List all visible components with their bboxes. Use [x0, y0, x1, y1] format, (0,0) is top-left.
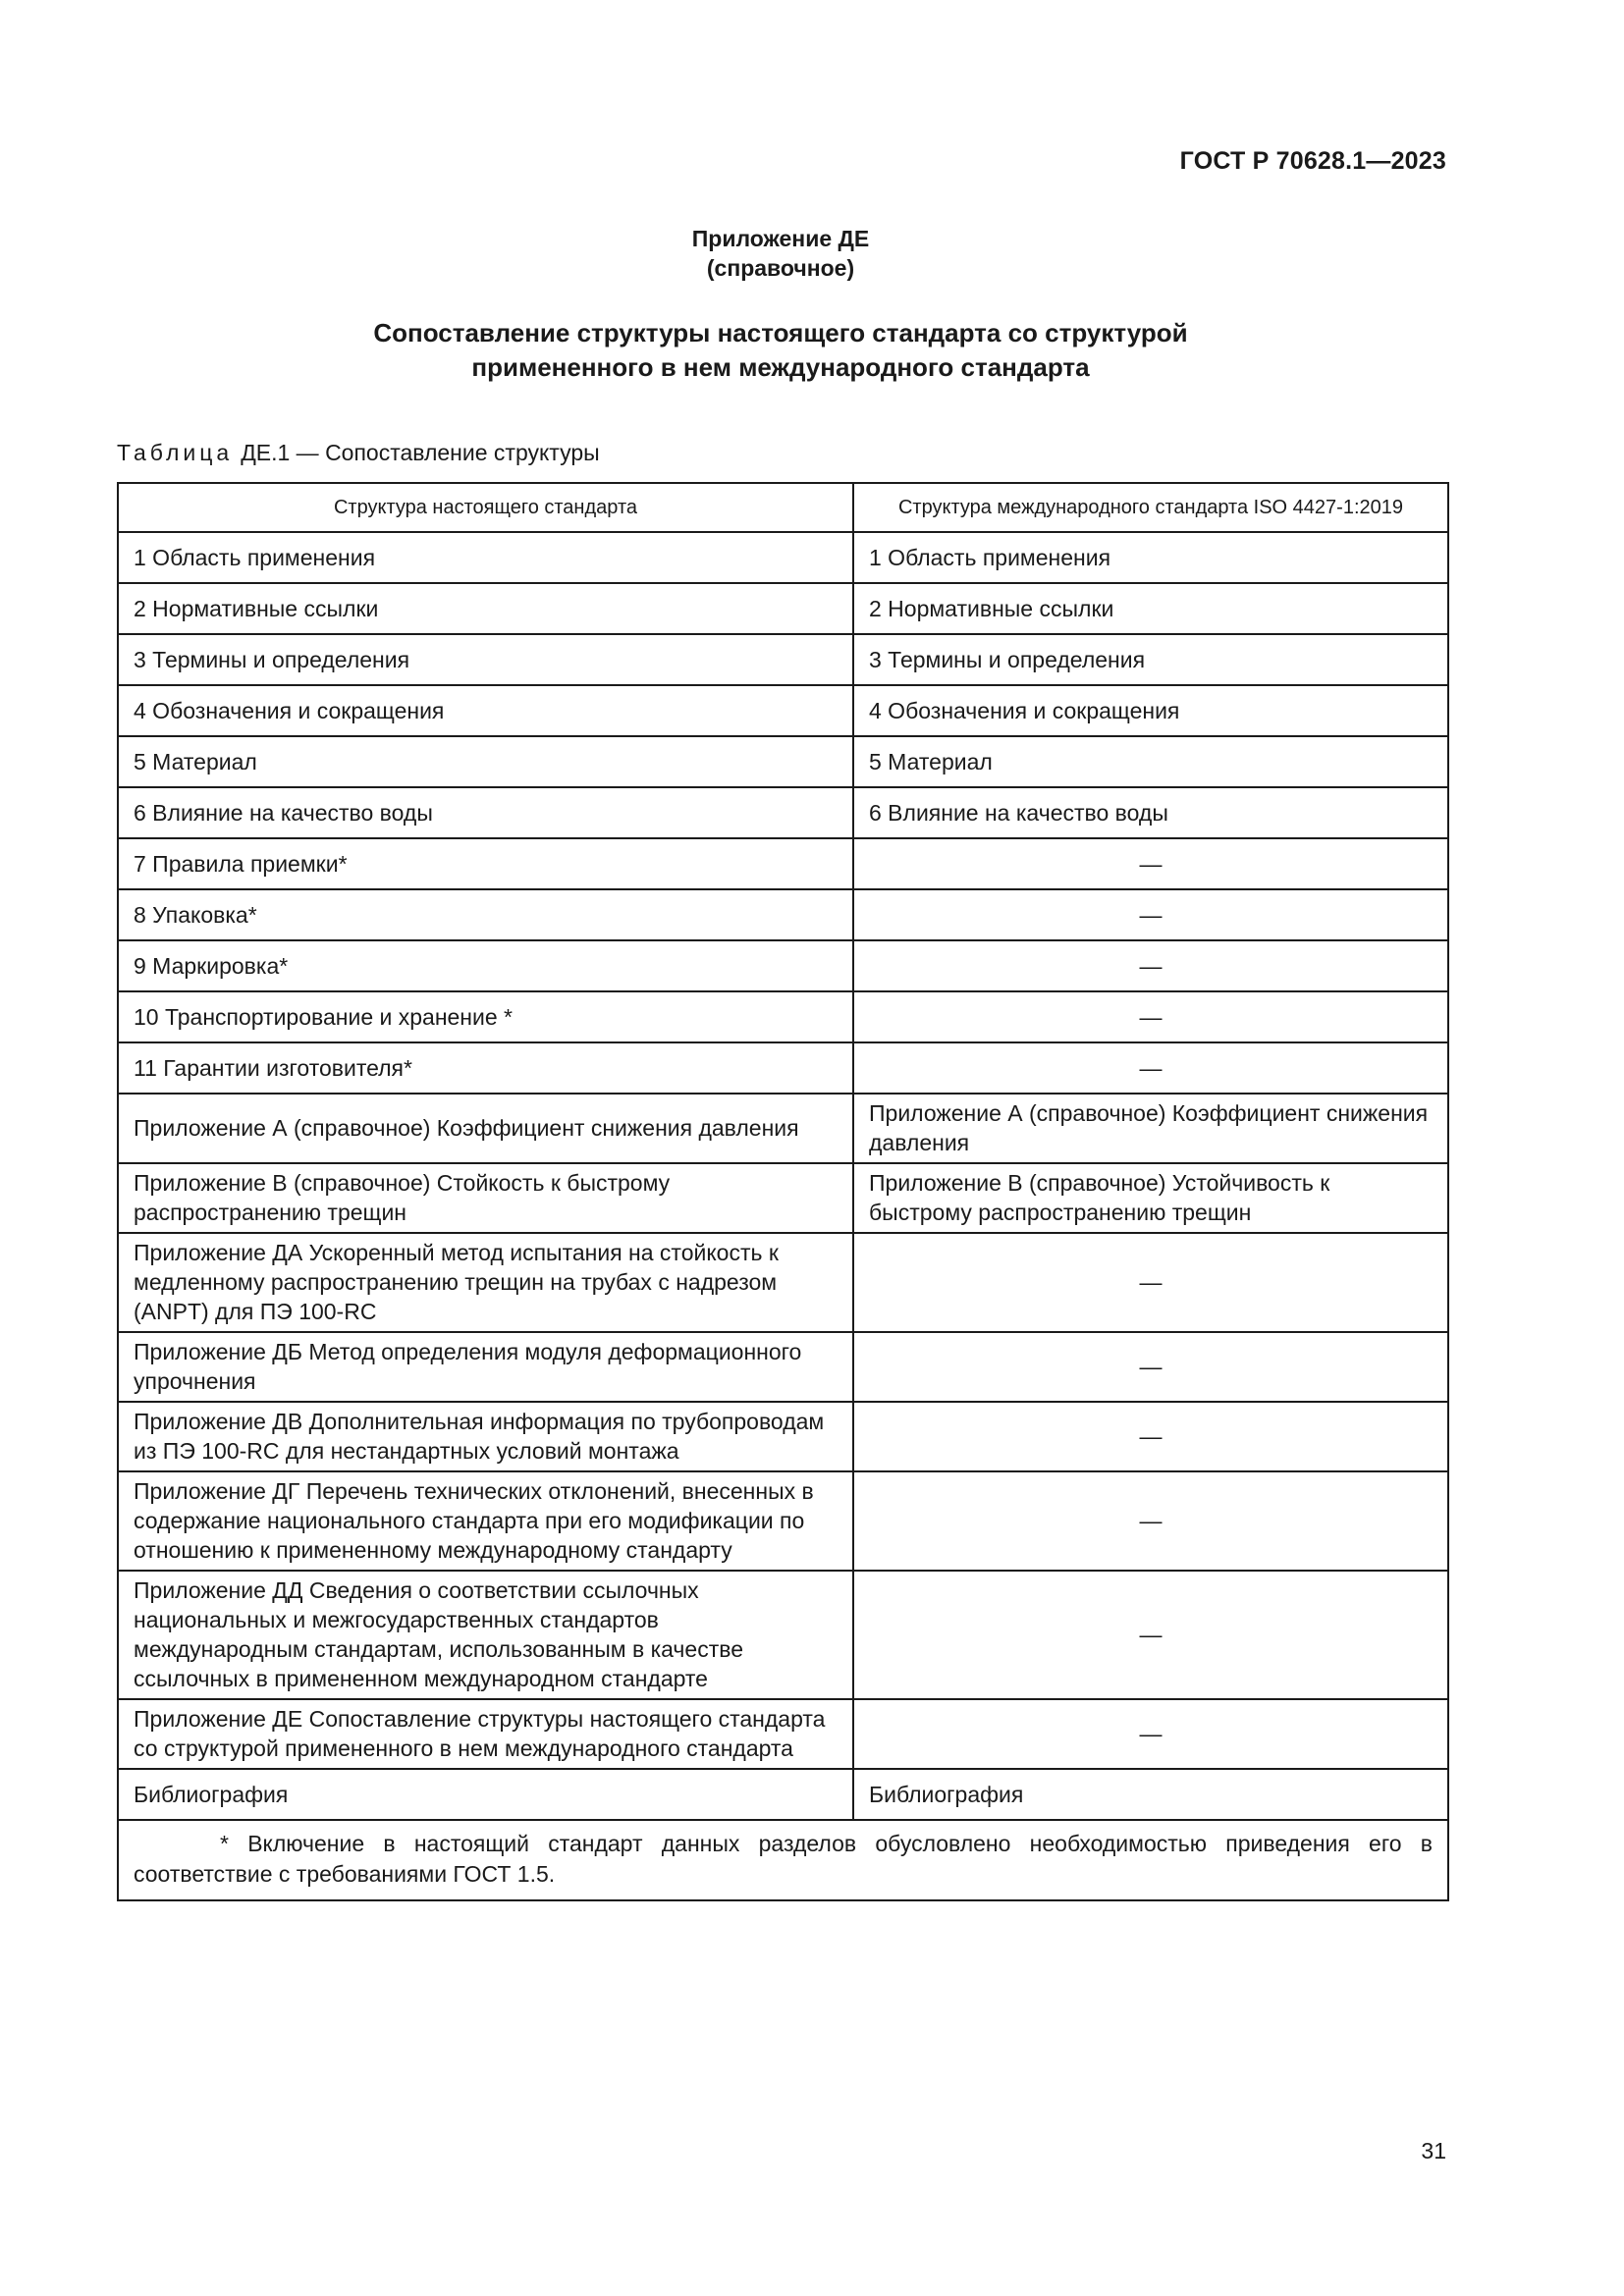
international-cell: — — [853, 1471, 1448, 1571]
table-row — [118, 1699, 1448, 1769]
table-row — [118, 889, 1448, 940]
header-national-structure: Структура настоящего стандарта — [118, 483, 853, 532]
national-cell: Приложение ДВ Дополнительная информация по трубопроводам из ПЭ 100-RC для нестандартных условий монтажа — [118, 1402, 853, 1471]
national-cell: Приложение ДГ Перечень технических отклонений, внесенных в содержание национального стандарта при его модификации по отношению к примененному международному стандарту — [118, 1471, 853, 1571]
table-row — [118, 1233, 1448, 1332]
table-row — [118, 634, 1448, 685]
table-row — [118, 1042, 1448, 1094]
table-row — [118, 736, 1448, 787]
international-cell: 4 Обозначения и сокращения — [853, 685, 1448, 736]
international-cell: 1 Область применения — [853, 532, 1448, 583]
international-cell: — — [853, 1233, 1448, 1332]
appendix-heading — [0, 224, 1561, 283]
national-cell: 3 Термины и определения — [118, 634, 853, 685]
national-cell: 7 Правила приемки* — [118, 838, 853, 889]
national-cell: Приложение А (справочное) Коэффициент снижения давления — [118, 1094, 853, 1163]
table-caption-label: Таблица — [117, 440, 234, 465]
structure-comparison-table — [117, 482, 1449, 1901]
national-cell: 8 Упаковка* — [118, 889, 853, 940]
table-row — [118, 838, 1448, 889]
appendix-title — [0, 316, 1561, 385]
appendix-type: (справочное) — [706, 255, 855, 281]
international-cell: 2 Нормативные ссылки — [853, 583, 1448, 634]
appendix-name: Приложение ДЕ — [691, 226, 870, 251]
table-row — [118, 1094, 1448, 1163]
national-cell: Приложение ДД Сведения о соответствии ссылочных национальных и межгосударственных стандартов международным стандартам, использованным в качестве ссылочных в примененном международном стандарте — [118, 1571, 853, 1699]
national-cell: 5 Материал — [118, 736, 853, 787]
table-row — [118, 532, 1448, 583]
table-row — [118, 1769, 1448, 1820]
national-cell: Приложение ДЕ Сопоставление структуры настоящего стандарта со структурой примененного в нем международного стандарта — [118, 1699, 853, 1769]
national-cell: 11 Гарантии изготовителя* — [118, 1042, 853, 1094]
document-code: ГОСТ Р 70628.1—2023 — [1179, 147, 1446, 175]
table-caption-text: ДЕ.1 — Сопоставление структуры — [241, 440, 600, 465]
table-row — [118, 1471, 1448, 1571]
table-row — [118, 787, 1448, 838]
table-row — [118, 1571, 1448, 1699]
table-row — [118, 1402, 1448, 1471]
table-footnote: * Включение в настоящий стандарт данных разделов обусловлено необходимостью приведения его в соответствие с требованиями ГОСТ 1.5. — [118, 1820, 1448, 1900]
international-cell: — — [853, 1042, 1448, 1094]
table-row — [118, 1163, 1448, 1233]
table-row — [118, 1332, 1448, 1402]
international-cell: 6 Влияние на качество воды — [853, 787, 1448, 838]
international-cell: — — [853, 1571, 1448, 1699]
table-row — [118, 991, 1448, 1042]
international-cell: Библиография — [853, 1769, 1448, 1820]
appendix-title-line-1: Сопоставление структуры настоящего стандарта со структурой — [373, 318, 1188, 347]
table-row — [118, 685, 1448, 736]
national-cell: 2 Нормативные ссылки — [118, 583, 853, 634]
national-cell: Библиография — [118, 1769, 853, 1820]
international-cell: — — [853, 1699, 1448, 1769]
national-cell: 4 Обозначения и сокращения — [118, 685, 853, 736]
page-number: 31 — [1421, 2138, 1446, 2163]
international-cell: — — [853, 1402, 1448, 1471]
national-cell: 1 Область применения — [118, 532, 853, 583]
footnote-row — [118, 1820, 1448, 1900]
international-cell: — — [853, 889, 1448, 940]
international-cell: — — [853, 991, 1448, 1042]
international-cell: — — [853, 1332, 1448, 1402]
international-cell: 3 Термины и определения — [853, 634, 1448, 685]
national-cell: Приложение ДА Ускоренный метод испытания на стойкость к медленному распространению трещин на трубах с надрезом (ANPT) для ПЭ 100-RC — [118, 1233, 853, 1332]
table-row — [118, 940, 1448, 991]
table-header-row — [118, 483, 1448, 532]
national-cell: Приложение В (справочное) Стойкость к быстрому распространению трещин — [118, 1163, 853, 1233]
table-row — [118, 583, 1448, 634]
international-cell: — — [853, 940, 1448, 991]
national-cell: Приложение ДБ Метод определения модуля деформационного упрочнения — [118, 1332, 853, 1402]
national-cell: 6 Влияние на качество воды — [118, 787, 853, 838]
international-cell: 5 Материал — [853, 736, 1448, 787]
international-cell: — — [853, 838, 1448, 889]
table-caption — [117, 440, 600, 466]
international-cell: Приложение В (справочное) Устойчивость к быстрому распространению трещин — [853, 1163, 1448, 1233]
international-cell: Приложение А (справочное) Коэффициент снижения давления — [853, 1094, 1448, 1163]
appendix-title-line-2: примененного в нем международного стандарта — [471, 352, 1090, 382]
header-international-structure: Структура международного стандарта ISO 4427-1:2019 — [853, 483, 1448, 532]
national-cell: 9 Маркировка* — [118, 940, 853, 991]
national-cell: 10 Транспортирование и хранение * — [118, 991, 853, 1042]
